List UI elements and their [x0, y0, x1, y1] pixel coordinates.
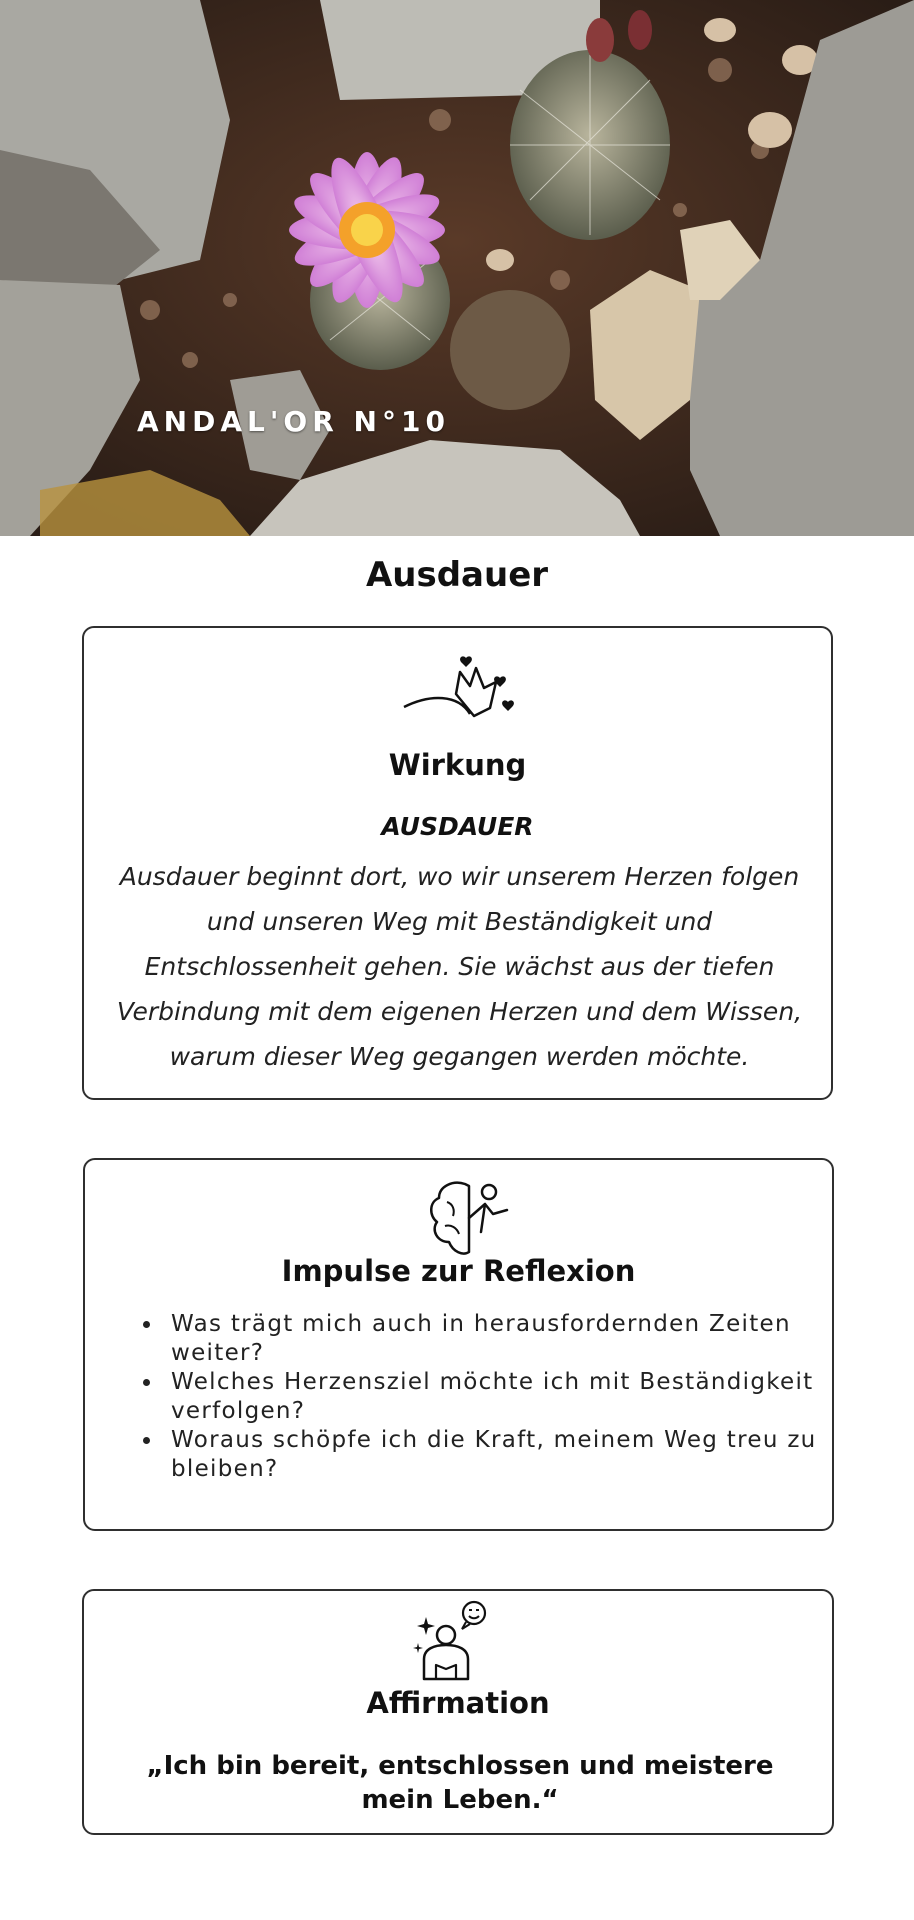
- reflexion-title: Impulse zur Reflexion: [281, 1254, 636, 1288]
- crown-hearts-icon: [400, 642, 520, 732]
- person-sparkle-speech-icon: [410, 1599, 490, 1681]
- list-item: • Welches Herzensziel möchte ich mit Beständigkeit verfolgen?: [163, 1368, 843, 1426]
- affirmation-title: Affirmation: [366, 1686, 550, 1720]
- affirmation-text: „Ich bin bereit, entschlossen und meistere mein Leben.“: [146, 1751, 774, 1815]
- wirkung-card: [82, 626, 833, 1100]
- wirkung-text: Ausdauer beginnt dort, wo wir unserem Herzen folgen und unseren Weg mit Beständigkeit und Entschlossenheit gehen. Sie wächst aus der tiefen Verbindung mit dem eigenen Herzen und dem Wissen, warum dieser Weg gegangen werden möchte.: [116, 862, 803, 1071]
- hero-photo: [0, 0, 914, 536]
- wirkung-subtitle: AUSDAUER: [381, 812, 534, 841]
- brain-figure-icon: [425, 1178, 515, 1260]
- cactus-flower-photo: [0, 0, 914, 536]
- wirkung-title: Wirkung: [388, 748, 527, 782]
- list-item: • Was trägt mich auch in herausfordernden Zeiten weiter?: [163, 1310, 843, 1368]
- page-title: Ausdauer: [365, 555, 549, 595]
- affirmation-card: [82, 1589, 834, 1835]
- list-item: • Woraus schöpfe ich die Kraft, meinem Weg treu zu bleiben?: [163, 1426, 843, 1484]
- brand-label: ANDAL'OR N°10: [137, 405, 450, 438]
- reflexion-list: [141, 1310, 843, 1484]
- reflexion-card: [83, 1158, 834, 1531]
